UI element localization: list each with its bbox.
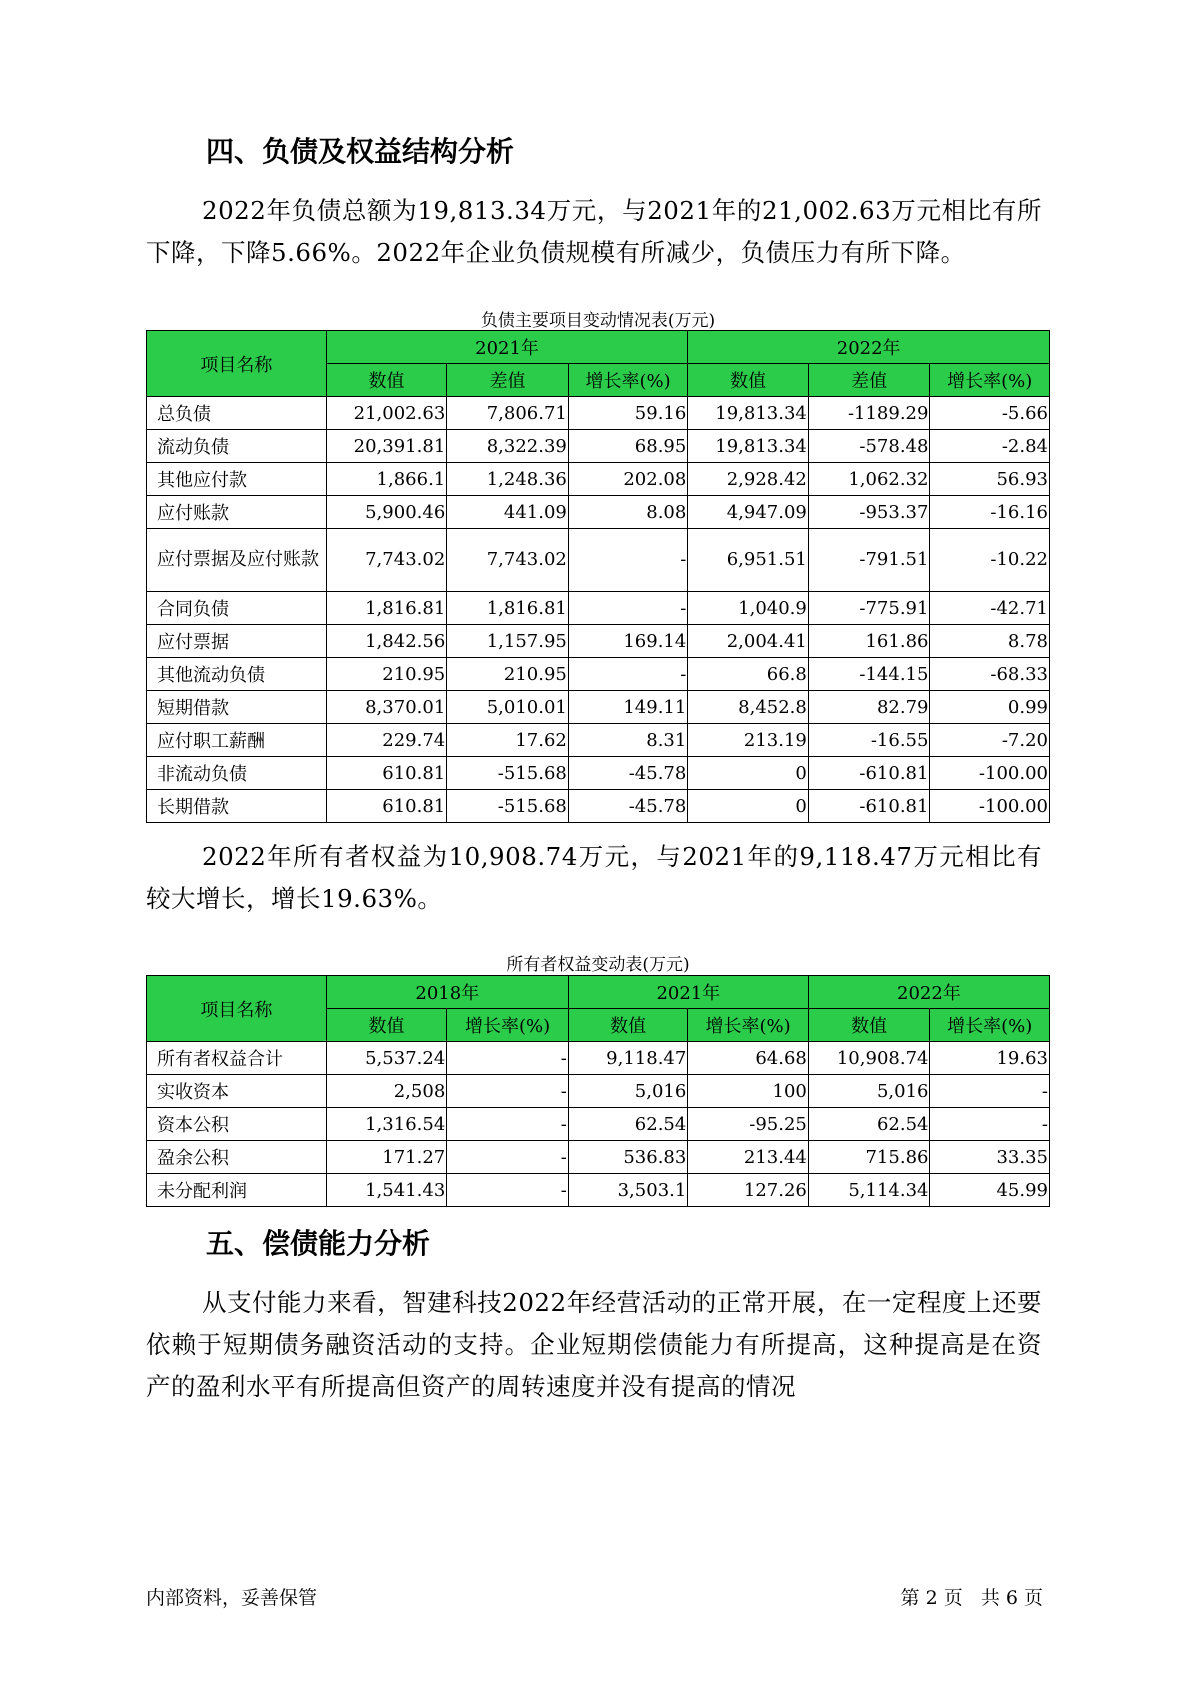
table-cell: -45.78 [568,790,687,823]
table-cell: 4,947.09 [688,496,809,529]
table-cell: 5,016 [568,1075,687,1108]
table-cell: 161.86 [808,625,930,658]
table-cell: -5.66 [930,397,1050,430]
table-row [147,724,1050,757]
table-cell: -953.37 [808,496,930,529]
table-cell: -791.51 [808,529,930,592]
row-label: 流动负债 [147,430,327,463]
table-row [147,658,1050,691]
table-cell: -100.00 [930,757,1050,790]
table-cell: 5,537.24 [326,1042,447,1075]
row-label: 未分配利润 [147,1174,327,1207]
table-cell: 8,370.01 [326,691,447,724]
table-row [147,757,1050,790]
table-cell: -7.20 [930,724,1050,757]
table2-year-header: 2018年 [326,976,568,1009]
table-cell: 56.93 [930,463,1050,496]
table-cell: 19,813.34 [688,397,809,430]
table-cell: 9,118.47 [568,1042,687,1075]
table-cell: 0 [688,757,809,790]
section5-heading: 五、偿债能力分析 [206,1227,431,1260]
row-label: 实收资本 [147,1075,327,1108]
table-row [147,625,1050,658]
table-cell: 441.09 [447,496,569,529]
section4-heading: 四、负债及权益结构分析 [206,135,515,168]
table-row [147,691,1050,724]
row-label: 其他应付款 [147,463,327,496]
table-cell: 610.81 [326,757,447,790]
table-cell: 149.11 [568,691,687,724]
table-cell: 536.83 [568,1141,687,1174]
table2-subheader: 增长率(%) [688,1009,809,1042]
table-row [147,397,1050,430]
table-cell: 210.95 [326,658,447,691]
table-cell: 1,842.56 [326,625,447,658]
table2-subheader: 增长率(%) [447,1009,569,1042]
table1-subheader: 数值 [326,364,447,397]
table-cell: 2,928.42 [688,463,809,496]
table-cell: 2,508 [326,1075,447,1108]
table-cell: - [447,1174,569,1207]
table-cell: 62.54 [808,1108,930,1141]
table1-subheader: 增长率(%) [568,364,687,397]
table-cell: -610.81 [808,757,930,790]
table1-subheader: 增长率(%) [930,364,1050,397]
table-cell: 3,503.1 [568,1174,687,1207]
table1-year-header: 2021年 [326,331,688,364]
table1-subheader: 差值 [808,364,930,397]
table-cell: 10,908.74 [808,1042,930,1075]
table-cell: 2,004.41 [688,625,809,658]
table-cell: 1,816.81 [447,592,569,625]
table-cell: -515.68 [447,790,569,823]
table-cell: 1,040.9 [688,592,809,625]
table-cell: -775.91 [808,592,930,625]
table-cell: 66.8 [688,658,809,691]
table-cell: 715.86 [808,1141,930,1174]
table-row [147,463,1050,496]
section5-paragraph: 从支付能力来看，智建科技2022年经营活动的正常开展，在一定程度上还要依赖于短期债务融资活动的支持。企业短期偿债能力有所提高，这种提高是在资产的盈利水平有所提高但资产的周转速度并没有提高的情况 [146,1288,1042,1401]
table-cell: 210.95 [447,658,569,691]
table2-subheader: 增长率(%) [930,1009,1050,1042]
table-cell: 7,743.02 [326,529,447,592]
table-cell: 8,322.39 [447,430,569,463]
row-label: 应付票据及应付账款 [147,529,327,592]
table1-name-header: 项目名称 [147,331,327,397]
table2-year-header: 2021年 [568,976,808,1009]
table-cell: 5,114.34 [808,1174,930,1207]
row-label: 盈余公积 [147,1141,327,1174]
table-row [147,1174,1050,1207]
table-cell: 64.68 [688,1042,809,1075]
liabilities-table [146,330,1050,823]
footer-page-number: 第 2 页 共 6 页 [900,1587,1043,1609]
section4-paragraph-2: 2022年所有者权益为10,908.74万元，与2021年的9,118.47万元相比有较大增长，增长19.63%。 [146,842,1042,913]
table-cell: - [568,592,687,625]
row-label: 非流动负债 [147,757,327,790]
table-cell: -2.84 [930,430,1050,463]
table-cell: -1189.29 [808,397,930,430]
table-cell: 1,248.36 [447,463,569,496]
table-cell: -578.48 [808,430,930,463]
table-cell: 45.99 [930,1174,1050,1207]
table-cell: 19,813.34 [688,430,809,463]
table-cell: 1,816.81 [326,592,447,625]
table-cell: 20,391.81 [326,430,447,463]
table-row [147,592,1050,625]
table-cell: 7,806.71 [447,397,569,430]
row-label: 应付票据 [147,625,327,658]
row-label: 应付账款 [147,496,327,529]
table2-caption: 所有者权益变动表(万元) [506,955,690,975]
table-cell: 1,866.1 [326,463,447,496]
table2-subheader: 数值 [568,1009,687,1042]
table1-subheader: 差值 [447,364,569,397]
table-cell: 100 [688,1075,809,1108]
table-cell: -144.15 [808,658,930,691]
table-cell: 213.19 [688,724,809,757]
table-row [147,529,1050,592]
table-cell: 8.31 [568,724,687,757]
table-row [147,430,1050,463]
table-cell: 6,951.51 [688,529,809,592]
table-cell: 8,452.8 [688,691,809,724]
table-cell: 62.54 [568,1108,687,1141]
table-cell: 19.63 [930,1042,1050,1075]
table1-subheader: 数值 [688,364,809,397]
equity-table [146,975,1050,1207]
footer-confidential-note: 内部资料，妥善保管 [146,1587,318,1609]
table-cell: - [447,1042,569,1075]
table-cell: 171.27 [326,1141,447,1174]
table-cell: 8.08 [568,496,687,529]
table2-subheader: 数值 [326,1009,447,1042]
table-cell: -100.00 [930,790,1050,823]
table-cell: -515.68 [447,757,569,790]
table-cell: 5,900.46 [326,496,447,529]
table-cell: 8.78 [930,625,1050,658]
row-label: 所有者权益合计 [147,1042,327,1075]
table2-name-header: 项目名称 [147,976,327,1042]
table-row [147,1075,1050,1108]
table-cell: 5,016 [808,1075,930,1108]
table-cell: -16.16 [930,496,1050,529]
table-cell: -10.22 [930,529,1050,592]
table-cell: -45.78 [568,757,687,790]
table-cell: - [568,529,687,592]
table-cell: 0 [688,790,809,823]
row-label: 其他流动负债 [147,658,327,691]
row-label: 长期借款 [147,790,327,823]
table-cell: 1,316.54 [326,1108,447,1141]
table-cell: 68.95 [568,430,687,463]
table-cell: -610.81 [808,790,930,823]
table-cell: 127.26 [688,1174,809,1207]
table-cell: 33.35 [930,1141,1050,1174]
table-cell: 610.81 [326,790,447,823]
row-label: 资本公积 [147,1108,327,1141]
table-cell: 1,541.43 [326,1174,447,1207]
row-label: 短期借款 [147,691,327,724]
table-cell: -42.71 [930,592,1050,625]
table-row [147,1108,1050,1141]
table-cell: 1,157.95 [447,625,569,658]
table-cell: -68.33 [930,658,1050,691]
row-label: 总负债 [147,397,327,430]
table-row [147,790,1050,823]
table-cell: - [447,1075,569,1108]
table-cell: -16.55 [808,724,930,757]
table-cell: 17.62 [447,724,569,757]
table-cell: 59.16 [568,397,687,430]
table-cell: 229.74 [326,724,447,757]
table2-year-header: 2022年 [808,976,1049,1009]
section4-paragraph-1: 2022年负债总额为19,813.34万元，与2021年的21,002.63万元相比有所下降，下降5.66%。2022年企业负债规模有所减少，负债压力有所下降。 [146,196,1042,267]
table2-header-row-years [147,976,1050,1009]
table-cell: 213.44 [688,1141,809,1174]
row-label: 合同负债 [147,592,327,625]
table1-year-header: 2022年 [688,331,1050,364]
table-cell: - [447,1141,569,1174]
table-row [147,1141,1050,1174]
table-row [147,1042,1050,1075]
table1-caption: 负债主要项目变动情况表(万元) [480,311,716,331]
table-cell: - [568,658,687,691]
table-cell: - [447,1108,569,1141]
row-label: 应付职工薪酬 [147,724,327,757]
table-cell: - [930,1075,1050,1108]
table-cell: 5,010.01 [447,691,569,724]
table-cell: - [930,1108,1050,1141]
table-cell: 202.08 [568,463,687,496]
table-cell: -95.25 [688,1108,809,1141]
table-cell: 82.79 [808,691,930,724]
table1-header-row-years [147,331,1050,364]
table-cell: 169.14 [568,625,687,658]
table-cell: 21,002.63 [326,397,447,430]
table2-subheader: 数值 [808,1009,930,1042]
table-cell: 7,743.02 [447,529,569,592]
table-cell: 0.99 [930,691,1050,724]
table-cell: 1,062.32 [808,463,930,496]
table-row [147,496,1050,529]
